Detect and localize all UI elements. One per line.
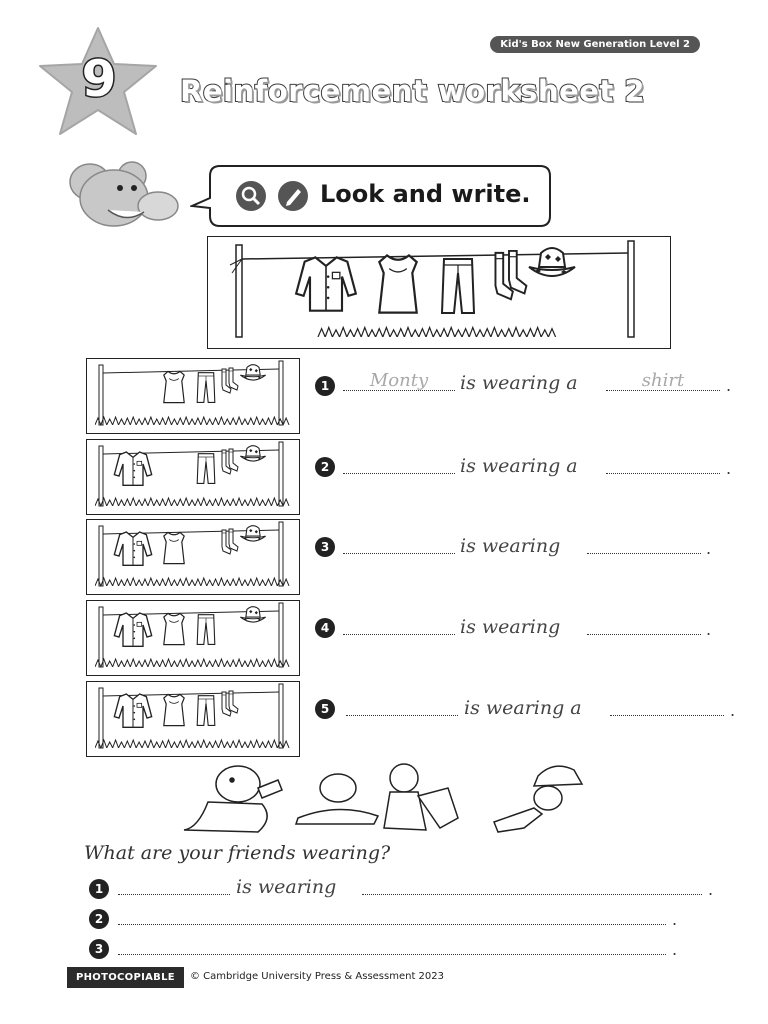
- friends-line-field[interactable]: [118, 904, 666, 925]
- exercise-number: 5: [315, 699, 335, 719]
- level-badge: Kid's Box New Generation Level 2: [490, 36, 700, 53]
- item-answer-field[interactable]: [587, 614, 701, 635]
- exercise-1-picture: [86, 358, 300, 434]
- exercise-number: 4: [315, 618, 335, 638]
- item-answer-field[interactable]: shirt: [606, 370, 720, 391]
- item-answer-field[interactable]: [606, 453, 720, 474]
- sentence-text: is wearing a: [464, 697, 582, 719]
- sentence-end: .: [726, 376, 732, 395]
- pencil-icon: [278, 181, 308, 211]
- sentence-end: .: [726, 459, 732, 478]
- friends-sentence-end: .: [672, 940, 678, 959]
- exercise-5-picture: [86, 681, 300, 757]
- characters-illustration: [178, 758, 590, 838]
- clothesline-picture: [207, 236, 671, 349]
- exercise-number: 3: [315, 537, 335, 557]
- name-answer-field[interactable]: Monty: [343, 370, 455, 391]
- sentence-end: .: [730, 701, 736, 720]
- instruction-text: Look and write.: [320, 180, 531, 208]
- friends-sentence-text: is wearing: [236, 876, 337, 898]
- name-answer-field[interactable]: [343, 533, 455, 554]
- unit-number: 9: [81, 50, 117, 108]
- friends-number: 2: [89, 909, 109, 929]
- friends-sentence-end: .: [672, 910, 678, 929]
- friends-number: 1: [89, 879, 109, 899]
- exercise-4-picture: [86, 600, 300, 676]
- friends-question: What are your friends wearing?: [84, 842, 391, 864]
- page-title: Reinforcement worksheet 2: [180, 74, 645, 108]
- name-answer-field[interactable]: [343, 614, 455, 635]
- sentence-end: .: [706, 539, 712, 558]
- sentence-end: .: [706, 620, 712, 639]
- friends-number: 3: [89, 939, 109, 959]
- friends-sentence-end: .: [708, 880, 714, 899]
- exercise-3-picture: [86, 519, 300, 595]
- sentence-text: is wearing: [460, 616, 561, 638]
- photocopiable-badge: PHOTOCOPIABLE: [67, 967, 184, 988]
- sentence-text: is wearing: [460, 535, 561, 557]
- item-answer-field[interactable]: [587, 533, 701, 554]
- name-answer-field[interactable]: [343, 453, 455, 474]
- friends-line-field[interactable]: [118, 934, 666, 955]
- exercise-number: 2: [315, 457, 335, 477]
- sentence-text: is wearing a: [460, 372, 578, 394]
- name-answer-field[interactable]: [346, 695, 458, 716]
- sentence-text: is wearing a: [460, 455, 578, 477]
- copyright-text: © Cambridge University Press & Assessment 2023: [190, 971, 445, 982]
- mouse-mascot-icon: [62, 158, 182, 234]
- exercise-2-picture: [86, 439, 300, 515]
- friends-name-field[interactable]: [118, 874, 230, 895]
- friends-clothes-field[interactable]: [362, 874, 702, 895]
- exercise-number: 1: [315, 376, 335, 396]
- item-answer-field[interactable]: [610, 695, 724, 716]
- magnifier-icon: [236, 181, 266, 211]
